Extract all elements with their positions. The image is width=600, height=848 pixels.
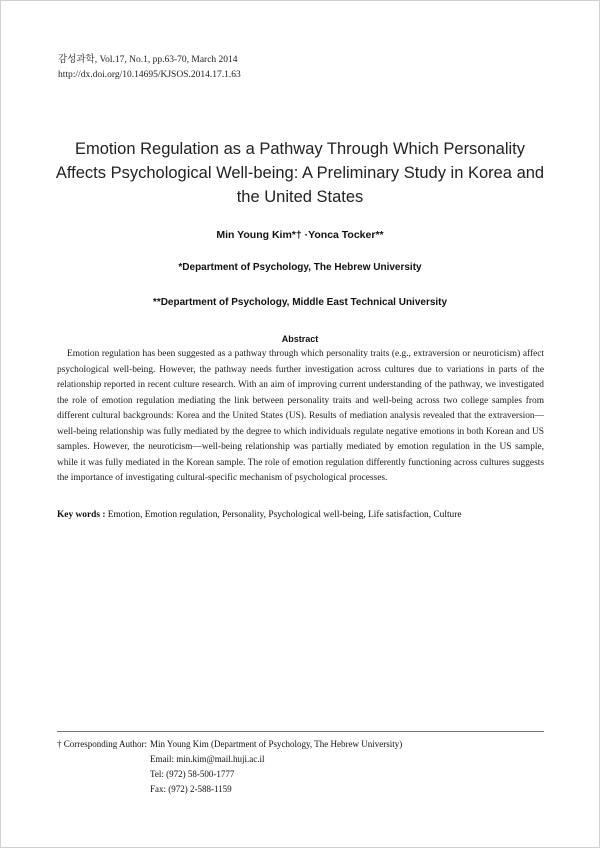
footnote-label: † Corresponding Author:: [57, 739, 147, 749]
abstract-heading: Abstract: [281, 334, 319, 344]
journal-header: [58, 53, 241, 83]
abstract-body: Emotion regulation has been suggested as a pathway through which personality traits (e.g., extraversion or neuroticism) affect psychological well-being. However, the pathway needs further investigation across cultures due to variations in parts of the relationship reported in recent culture research. With an aim of improving current understanding of the pathway, we investigated the role of emotion regulation mediating the link between personality traits and well-being across two college samples from different cultural backgrounds: Korea and the United States (US). Results of mediation analysis revealed that the extraversion—well-being relationship was fully mediated by the degree to which individuals regulate negative emotions in both Korean and US samples. However, the neuroticism—well-being relationship was partially mediated by emotion regulation in the US sample, while it was fully mediated in the Korean sample. The role of emotion regulation differently functioning across cultures suggests the importance of investigating cultural-specific mechanism of psychological processes.: [57, 349, 544, 483]
affiliation-2: **Department of Psychology, Middle East Technical University: [152, 297, 448, 308]
keywords: [57, 510, 547, 520]
corresponding-author-footnote: [57, 737, 402, 797]
doi-link[interactable]: http://dx.doi.org/10.14695/KJSOS.2014.17.1.63: [58, 70, 241, 80]
author-list: Min Young Kim*† ·Yonca Tocker**: [216, 229, 384, 241]
footnote-author: Min Young Kim (Department of Psychology, The Hebrew University): [150, 739, 403, 749]
title-line-1: Emotion Regulation as a Pathway Through Which Personality: [74, 140, 526, 158]
footnote-tel-row: [57, 767, 402, 782]
keywords-label: Key words: [57, 510, 100, 520]
footnote-fax-row: [57, 782, 402, 797]
footnote-fax: Fax: (972) 2-588-1159: [150, 784, 232, 794]
keywords-value: Emotion, Emotion regulation, Personality, Psychological well-being, Life satisfaction, Culture: [107, 510, 462, 520]
title-line-2: Affects Psychological Well-being: A Preliminary Study in Korea and: [55, 164, 545, 182]
journal-citation: 감성과학, Vol.17, No.1, pp.63-70, March 2014: [58, 55, 238, 65]
footnote-author-row: [57, 737, 402, 752]
title-line-3: the United States: [236, 188, 364, 206]
keywords-separator: :: [99, 510, 108, 520]
affiliation-1: *Department of Psychology, The Hebrew University: [178, 262, 422, 273]
footnote-divider: [57, 731, 544, 732]
paper-title: [40, 137, 560, 209]
footnote-email[interactable]: Email: min.kim@mail.huji.ac.il: [150, 754, 265, 764]
footnote-email-row: [57, 752, 402, 767]
footnote-tel: Tel: (972) 58-500-1777: [150, 769, 235, 779]
